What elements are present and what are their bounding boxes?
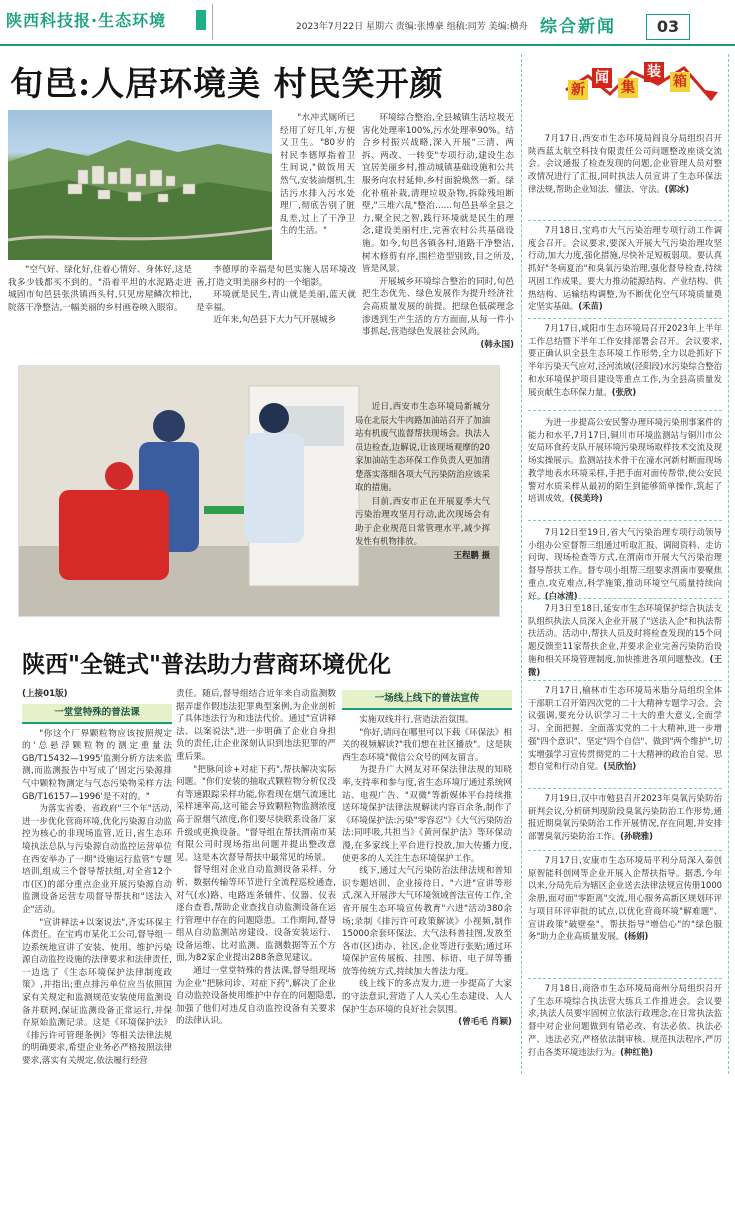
article2-paragraph: "你好,请问在哪里可以下载《环保法》相关的视频解读?"我们想在社区播放"。这是陕西生态环境"微信公众号的网友留言。 <box>342 727 512 763</box>
article2-paragraph: 督导组对企业自动监测设备采样、分析、数据传输等环节进行全流程巡检通查,对气(水)路、电路连条辅件、仪器、仪表逐台查看,帮助企业查找自动监测设备在运行管理中存在的问题隐患。工作期间,督导组从自动监测站房建设、设备安装运行、设备运维、比对监测、监测数据等五个方面,为82家企业提出288条意见建议。 <box>176 865 336 964</box>
news-brief-author: (禾苗) <box>578 301 603 312</box>
news-brief-text: 7月19日,汉中市勉县召开2023年臭氧污染防治研判会议,分析研判现阶段臭氧污染防治工作形势,通报近期臭氧污染防治工作开展情况,存在问题,并安排部署臭氧污染防治工作。 <box>528 793 722 842</box>
article1-column-3 <box>362 112 514 351</box>
news-brief-text: 7月17日,西安市生态环境局阎良分局组织召开陕西蓝太航空科技有限责任公司问题整改座谈交流会。会议通报了检查发现的问题,企业管理人员对整改情况进行了汇报,同时执法人员宣讲了生态环保法律法规,帮助企业知法、懂法、守法。 <box>528 133 722 194</box>
photo-caption-text: 目前,西安市正在开展夏季大气污染治理攻坚月行动,此次现场会有助于企业规范日常管理水平,减少挥发性有机物排放。 <box>355 495 490 546</box>
article2-paragraph: 线下,通过大气污染防治法律法规和普知识专题培训、企业接待日、"六进"宣讲等形式,深入开展涉大气环境领域普法宣传工作,全省开展生态环境宣传教育"六进"活动380余场;录制《排污许可政策解读》小视频,制作15000余套环保法、大气法科普挂图,发放至各市(区)街办、社区,企业等进行张贴;通过环境保护宣传展板、挂图、标语、电子屏等播放等传统方式,持续加大普法力度。 <box>342 866 512 977</box>
brief-divider <box>528 788 722 789</box>
news-brief <box>528 526 722 602</box>
article1-paragraph: 环境综合整治,全县城镇生活垃圾无害化处理率100%,污水处理率90%。结合乡村振兴战略,深入开展"三清、两拆、两改、一转变"专项行动,建设生态宜居美丽乡村,推动城镇基础设施和公共服务向农村延伸,乡村面貌焕然一新。绿化补植补栽,清理垃圾杂物,拆除残垣断壁,"三堆六乱"整治……旬邑县举全县之力,聚全民之智,践行环境就是民生的理念,建设美丽村庄,完善农村公共基础设施。如今,旬邑各镇各村,道路干净整洁,树木修剪有序,围栏造型别致,目之所及,皆是风景。 <box>362 113 514 275</box>
article1-paragraph: 环境就是民生,青山就是美丽,蓝天就是幸福。 <box>196 290 356 313</box>
news-brief <box>528 322 722 398</box>
village-landscape-illustration <box>8 110 272 260</box>
article2-paragraph: "宣讲释法+以案说法",齐实环保主体责任。在宝鸡市某化工公司,督导组一边系统地宣讲了安装、使用、维护污染源自动监控设施的法律要求和法律责任,一边选了《生态环境保护法律制度政策》,并指出;重点排污单位应当依照国家有关规定和监测规范安装使用监测设备并联网,保证监测设备正常运行,并保存原始监测记录。这是《环境保护法》《排污许可管理条例》等相关法律法规的明确要求,希望企业务必严格按照法律要求,落实有关规定,依法履行经营 <box>22 917 172 1067</box>
news-brief <box>528 792 722 843</box>
brief-divider <box>528 680 722 681</box>
news-brief-text: 7月17日,榆林市生态环境局米脂分局组织全体干部职工召开第四次党的二十大精神专题学习会。会议强调,要充分认识学习二十大的重大意义,全面学习、全面把握、全面落实党的二十大精神,进一步增强"四个意识"、坚定"四个自信"、做到"两个维护",切实增强学习宣传贯彻党的二十大精神的政治自觉、思想自觉和行动自觉。 <box>528 685 722 772</box>
masthead-divider <box>212 4 213 40</box>
news-brief <box>528 684 722 773</box>
section-title: 综合新闻 <box>540 17 616 37</box>
news-brief-author: (王微) <box>528 653 723 677</box>
banner-char: 装 <box>644 62 664 82</box>
article2-subheading-2: 一场线上线下的普法宣传 <box>342 690 512 710</box>
article2-paragraph: "把脉问诊+对症下药",帮扶解决实际问题。"你们安装的抽取式颗粒物分析仪没有等速跟踪采样功能,你看现在烟气流速比采样速率高,这可能会导致颗粒物监测浓度高于原烟气浓度,你们要尽快联系设备厂家升级或更换设备。"督导组在帮扶渭南市某有限公司时现场指出问题并提出整改意见。这是本次督导帮扶中最常见的场景。 <box>176 764 336 863</box>
article2-paragraph: 线上线下的多点发力,进一步提高了大家的守法意识,营造了人人关心生态建设、人人保护生态环境的良好社会氛围。 <box>342 979 512 1015</box>
village-aerial-photo <box>8 110 272 260</box>
brief-divider <box>528 598 722 599</box>
article2-paragraph: 实施双线并行,营造法治氛围。 <box>359 715 474 725</box>
brand-mark-icon <box>196 10 206 30</box>
news-brief-author: (种红艳) <box>620 1046 653 1057</box>
news-brief-text: 7月3日至18日,延安市生态环境保护综合执法支队组织执法人员深入企业开展了"送法入企"和执法帮扶活动。活动中,帮扶人员及时将检查发现的15个问题反馈至11家帮扶企业,并要求企业完善污染防治设施和相关环境管理制度,加快推进各项问题整改。 <box>528 603 722 664</box>
news-brief-text: 7月18日,宝鸡市大气污染治理专项行动工作调度会召开。会议要求,要深入开展大气污染治理攻坚行动,加大力度,强化措施,尽快补足短板弱项。要认真抓好"冬病夏治"和臭氧污染治理,强化督导检查,持续巩固工作成果。要大力推动能源结构、产业结构、供热结构、运输结构调整,为不断优化空气环境质量奠定坚实基础。 <box>528 225 722 312</box>
photo-caption-text: 近日,西安市生态环境局新城分局在北辰大牛肉路加油站召开了加油站有机废气监督帮扶现场会。执法人员边检查,边解说,让该现场观摩的20家加油站生态环保工作负责人更加清楚落实落细各项大气污染防治应该采取的措施。 <box>355 401 490 492</box>
dateline: 2023年7月22日 星期六 责编:张博豪 组稿:同芳 美编:横舟 <box>296 22 528 32</box>
news-brief-author: (孙晓雅) <box>620 831 653 842</box>
article2-subheading-1: 一堂堂特殊的普法课 <box>22 704 172 724</box>
news-brief-text: 为进一步提高公安民警办理环境污染刑事案件的能力和水平,7月17日,铜川市环境监测站与铜川市公安局环食药支队开展环境污染现场取样技术交流及现场实操展示。监测站技术骨干在潼水河新村断面现场教学地表水环境采样,手把手面对面传帮带,使公安民警对水质采样从最初的陌生到能够简单操作,筑起了培训成效。 <box>528 417 722 504</box>
article1-paragraph: 开展城乡环境综合整治的同时,旬邑把生态优先、绿色发展作为提升经济社会高质量发展的前提。把绿色低碳理念渗透到生产生活的方方面面,从每一件小事抓起,营造绿色发展社会风尚。 <box>362 276 514 338</box>
brief-divider <box>528 220 722 221</box>
news-brief-text: 7月12日至19日,省大气污染治理专项行动领导小组办公室督帮三组通过听取汇报、调阅资料、走访问询、现场检查等方式,在渭南市开展大气污染治理督导帮扶工作。督专项小组帮三组要求渭南市要聚焦重点,攻克难点,科学施策,推动环境空气质量持续向好。 <box>528 527 722 601</box>
article1-paragraph: 近年来,旬邑县下大力气开展城乡 <box>213 315 337 326</box>
brief-divider <box>528 850 722 851</box>
banner-char: 集 <box>618 78 638 98</box>
article2-paragraph: 通过一堂堂特殊的普法课,督导组现场为企业"把脉问诊、对症下药",解决了企业自动监控设备使用维护中存在的问题隐患,加强了他们对违反自动监控设备有关要求的法律认识。 <box>176 966 336 1027</box>
article1-lead-paragraph: "空气好、绿化好,住着心情好、身体好,这是我多少钱都买不到的。"沿着平坦的水泥路走进城固市旬邑县张洪镇西头村,只见房屋鳞次栉比,院落干净整洁,一幅美丽的乡村画卷映入眼帘。 <box>8 265 192 313</box>
article2-paragraph: 责任。随后,督导组结合近年来自动监测数据弄虚作假违法犯罪典型案例,为企业剖析了具体违法行为和违法代价。通过"宣讲释法、以案说法",进一步明确了企业自身担负的责任,让企业深刻认识到违法犯罪的严重后果。 <box>176 689 336 762</box>
news-brief <box>528 982 722 1058</box>
photo-credit: 王程鹏 摄 <box>453 549 490 560</box>
banner-char: 箱 <box>670 72 690 92</box>
article2-paragraph: 为落实省委、省政府"三个年"活动,进一步优化营商环境,优化污染源自动监控为核心的非现场监管,近日,省生态环境执法总队与污染源自动监控运营单位在西安举办了一期"设施运行监管"专题培训,组成三个督导帮扶组,对全省12个市(区)的部分重点企业开展污染源自动监测设备运营专项督导帮扶和"送法入企"活动。 <box>22 804 172 915</box>
article2-headline: 陕西"全链式"普法助力营商环境优化 <box>22 651 391 678</box>
news-brief-author: (杨娟) <box>623 931 649 942</box>
news-brief-text: 7月17日,咸阳市生态环境局召开2023年上半年工作总结暨下半年工作安排部署会召开。会议要求,要正确认识全县生态环境工作形势,全力以赴抓好下半年污染天气应对,泾河流域(泾阳段)水污染综合整治和水环境保护项目建设等重点工作,为全县高质量发展贡献生态环保力量。 <box>528 323 722 397</box>
news-brief <box>528 854 722 943</box>
article2-column-3 <box>342 690 512 1076</box>
brief-divider <box>528 318 722 319</box>
banner-char: 新 <box>568 80 588 100</box>
news-brief-author: (吴欣怡) <box>603 761 637 772</box>
news-brief <box>528 602 722 678</box>
news-brief <box>528 416 722 505</box>
news-brief-author: (侯美玲) <box>569 493 603 504</box>
photo-caption <box>355 400 490 562</box>
brief-divider <box>528 520 722 521</box>
banner-char: 闻 <box>592 68 612 88</box>
brief-divider <box>528 978 722 979</box>
article2-byline: (曾毛毛 肖颖) <box>458 1017 512 1028</box>
news-brief <box>528 132 722 196</box>
news-brief-text: 7月17日,安康市生态环境局平利分局深入秦创原智能科创网等企业开展入企帮扶指导。据悉,今年以来,分局先后为辖区企业送去法律法规宣传册1000余册,面对面"零距离"交流,用心服务高新区规划环评与项目环评审批的试点,以优化营商环境"解难题"、宣讲政策"破壁垒"、帮扶指导"增信心"的"绿色服务"助力企业高质量发展。 <box>528 855 722 942</box>
news-brief-author: (白冰清) <box>544 590 578 601</box>
article1-quote-paragraph: "水冲式厕所已经用了好几年,方便又卫生。"80岁的村民李德厚指着卫生间说,"做饭用天然气,安装油烟机,生活污水排入污水处理厂,彻底告别了脏乱差,过上了干净卫生的生活。" <box>280 113 355 237</box>
newspaper-brand: 陕西科技报·生态环境 <box>6 11 167 30</box>
news-brief-author: (郭冰) <box>664 183 690 194</box>
article1-byline: (韩永国) <box>480 339 514 350</box>
page-number: 03 <box>646 14 690 40</box>
article2-paragraph: 为提升广大网友对环保法律法规的知晓率,支持率和参与度,省生态环境厅通过系统网站、电视广告、"双微"等新媒体平台持续推送环境保护法律法规解读内容百余条,制作了《环境保护法:污染"零容忍"》《大气污染防治法:同呼吸,共担当》《黄河保护法》等环保动漫,在多家线上平台进行投放,加大传播力度,使更多的人关注生态环境保护工作。 <box>342 765 512 864</box>
article2-column-1 <box>22 688 172 1217</box>
article1-paragraph: 李德厚的幸福是旬邑实施人居环境改善,打造文明美丽乡村的一个缩影。 <box>196 265 356 288</box>
news-brief-author: (张欣) <box>611 386 637 397</box>
news-brief-text: 7月18日,商洛市生态环境局商州分局组织召开了生态环境综合执法营大练兵工作推进会。会议要求,执法人员要牢固树立依法行政理念,在日常执法监督中对企业问题做到有错必改、有法必依、执法必严、违法必究,严格依法制审核、规范执法程序,严厉打击各类环境违法行为。 <box>528 983 722 1057</box>
brief-divider <box>528 410 722 411</box>
news-brief <box>528 224 722 313</box>
article2-column-2 <box>176 688 336 1076</box>
news-briefs-column <box>521 54 729 1074</box>
continued-note: (上接01版) <box>22 689 68 699</box>
article1-headline: 旬邑:人居环境美 村民笑开颜 <box>10 64 444 103</box>
article1-column-2 <box>196 264 356 327</box>
article2-paragraph: "你这个厂界颗粒物应该按照规定的'总悬浮颗粒物的测定重量法GB/T15432—1995'监测分析方法来监测,而监测报告中写成了'固定污染源排气中颗粒物测定与气态污染物采样方法GB/T16157—1996'是不对的。" <box>22 728 172 802</box>
news-container-banner <box>562 60 722 120</box>
